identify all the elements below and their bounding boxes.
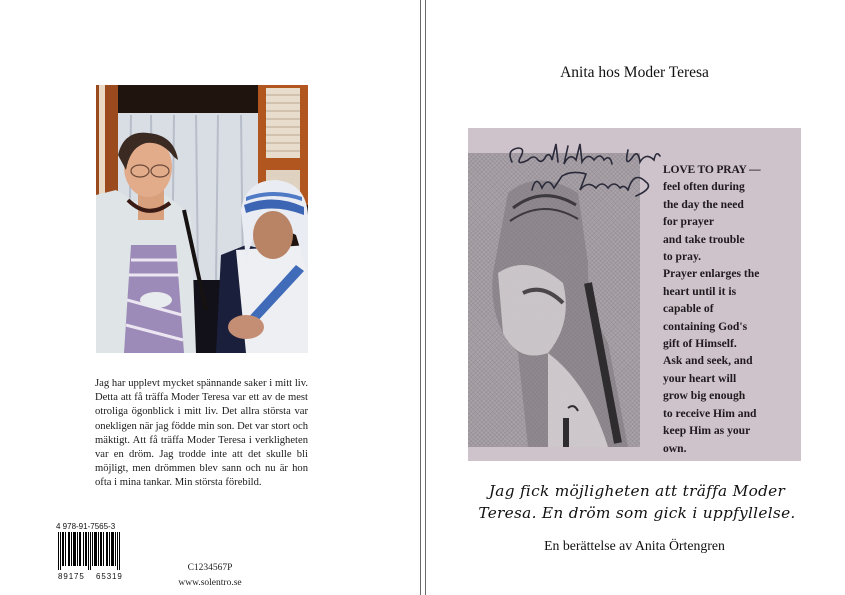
prayer-line: gift of Himself.	[663, 337, 737, 351]
tagline-line-2: Teresa. En dröm som gick i uppfyllelse.	[478, 504, 796, 522]
prayer-line: heart until it is	[663, 284, 737, 298]
prayer-line: capable of	[663, 302, 714, 316]
prayer-line: feel often during	[663, 180, 745, 194]
back-cover-blurb: Jag har upplevt mycket spännande saker i mitt liv. Detta att få träffa Moder Teresa var ett av de mest otroliga ögonblick i mitt liv. Det allra största var onekligen när jag födde min son. Det var stort och mäktigt. Att få träffa Moder Teresa i verkligheten var en dröm. Jag trodde inte att det skulle bli möjligt, men drömmen blev sann och nu är hon ofta i mina tankar. Min största förebild.	[95, 378, 308, 489]
prayer-line: Prayer enlarges the	[663, 267, 760, 281]
prayer-line: your heart will	[663, 371, 737, 385]
tagline	[462, 480, 812, 524]
prayer-card-image	[468, 128, 801, 461]
spine-line-left	[420, 0, 421, 595]
tagline-line-1: Jag fick möjligheten att träffa Moder	[488, 482, 786, 500]
barcode-icon	[58, 532, 120, 570]
product-code: C1234567P	[187, 563, 233, 573]
prayer-text	[663, 161, 798, 457]
barcode-digits-right: 65319	[96, 572, 123, 581]
photo-icon	[96, 85, 308, 353]
barcode-digits	[58, 572, 123, 581]
prayer-line: and take trouble	[663, 232, 745, 246]
book-title: Anita hos Moder Teresa	[560, 64, 709, 81]
prayer-line: keep Him as your	[663, 424, 751, 438]
back-cover	[0, 0, 420, 595]
back-cover-photo	[96, 85, 308, 353]
prayer-line: for prayer	[663, 215, 714, 229]
prayer-line: grow big enough	[663, 389, 746, 403]
prayer-line: the day the need	[663, 197, 744, 211]
isbn-label: 4 978-91-7565-3	[56, 522, 116, 531]
prayer-line: to pray.	[663, 250, 702, 264]
prayer-line: containing God's	[663, 319, 748, 333]
prayer-line: to receive Him and	[663, 406, 757, 420]
prayer-line: LOVE TO PRAY —	[663, 163, 761, 176]
prayer-line: own.	[663, 441, 687, 455]
barcode-digits-left: 89175	[58, 572, 85, 581]
prayer-line: Ask and seek, and	[663, 354, 753, 368]
author-byline: En berättelse av Anita Örtengren	[544, 538, 725, 553]
publisher-website: www.solentro.se	[178, 578, 242, 588]
